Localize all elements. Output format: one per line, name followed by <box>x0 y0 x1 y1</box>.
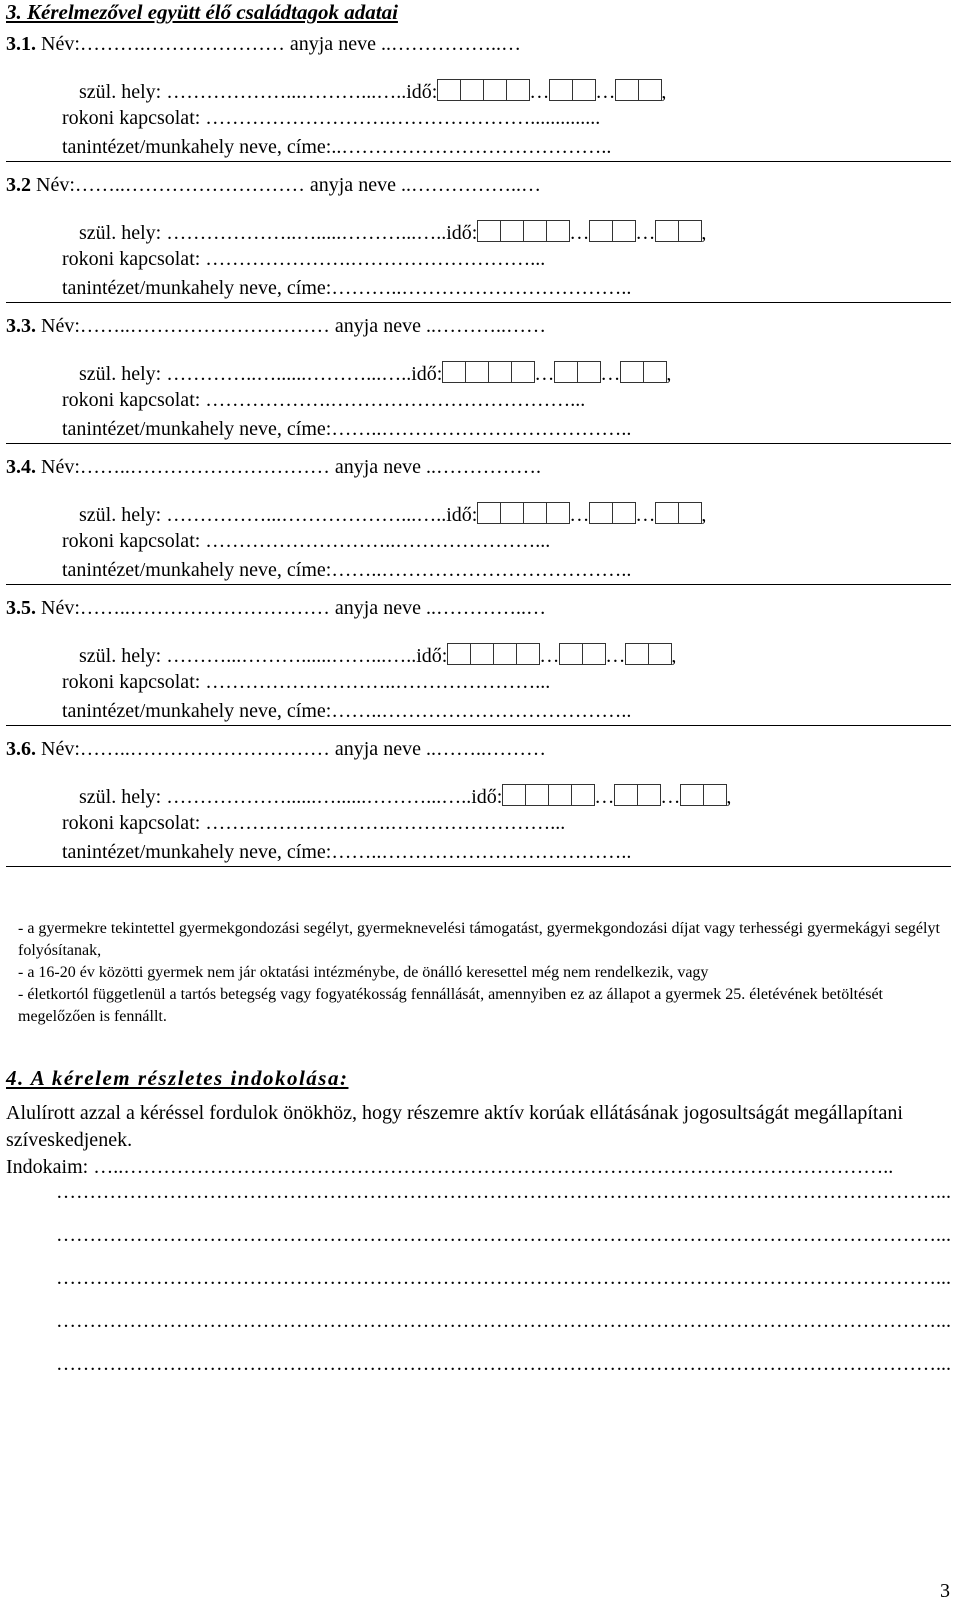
row-underline <box>6 302 951 303</box>
birth-row <box>79 784 951 810</box>
digit-box[interactable] <box>442 361 466 383</box>
name-and-mother-field[interactable]: Név:……..………………………… anyja neve ..………..…… <box>36 315 546 337</box>
digit-box[interactable] <box>477 220 501 242</box>
digit-box[interactable] <box>589 502 613 524</box>
digit-box[interactable] <box>500 220 524 242</box>
section-3-title: 3. Kérelmezővel együtt élő családtagok adatai <box>6 0 398 24</box>
digit-box[interactable] <box>559 643 583 665</box>
digit-box[interactable] <box>615 79 639 101</box>
digit-box[interactable] <box>546 220 570 242</box>
digit-box[interactable] <box>502 784 526 806</box>
institution-field[interactable]: tanintézet/munkahely neve, címe:……..……………………………….. <box>62 418 632 440</box>
date-digit-boxes[interactable] <box>589 220 635 246</box>
digit-box[interactable] <box>637 784 661 806</box>
digit-box[interactable] <box>572 79 596 101</box>
date-separator: … <box>660 786 681 808</box>
digit-box[interactable] <box>614 784 638 806</box>
reasons-line[interactable]: ……………………………………………………………………………………………………………………... <box>56 1353 951 1375</box>
date-digit-boxes[interactable] <box>442 361 534 387</box>
family-member-block <box>0 736 960 878</box>
member-number: 3.1. <box>6 33 36 55</box>
birth-row <box>79 79 951 105</box>
birth-place-field[interactable]: szül. hely: ………………......…......………...…..idő: <box>79 786 503 808</box>
name-row <box>6 454 951 480</box>
birth-row <box>79 643 951 669</box>
digit-box[interactable] <box>523 502 547 524</box>
reasons-line[interactable]: ……………………………………………………………………………………………………………………... <box>56 1181 951 1203</box>
notes-block <box>18 918 948 1028</box>
digit-box[interactable] <box>465 361 489 383</box>
institution-field[interactable]: tanintézet/munkahely neve, címe:..………………………………….. <box>62 136 612 158</box>
institution-field[interactable]: tanintézet/munkahely neve, címe:……..……………………………….. <box>62 841 632 863</box>
digit-box[interactable] <box>525 784 549 806</box>
digit-box[interactable] <box>460 79 484 101</box>
digit-box[interactable] <box>703 784 727 806</box>
digit-box[interactable] <box>549 79 573 101</box>
date-digit-boxes[interactable] <box>625 643 671 669</box>
birth-place-field[interactable]: szül. hely: ………………..….....………...…..idő: <box>79 222 478 244</box>
digit-box[interactable] <box>548 784 572 806</box>
section-4-title: 4. A kérelem részletes indokolása: <box>6 1066 349 1090</box>
family-member-block <box>0 595 960 737</box>
member-number: 3.4. <box>6 456 36 478</box>
row-underline <box>6 866 951 867</box>
relation-field[interactable]: rokoni kapcsolat: ………………….………………………... <box>62 248 546 270</box>
name-and-mother-field[interactable]: Név:……..……………………… anyja neve ..……………..… <box>31 174 541 196</box>
digit-box[interactable] <box>523 220 547 242</box>
institution-field[interactable]: tanintézet/munkahely neve, címe:……..……………………………….. <box>62 559 632 581</box>
name-row <box>6 172 951 198</box>
digit-box[interactable] <box>612 220 636 242</box>
page-number: 3 <box>940 1580 950 1602</box>
digit-box[interactable] <box>582 643 606 665</box>
digit-box[interactable] <box>648 643 672 665</box>
date-digit-boxes[interactable] <box>447 643 539 669</box>
digit-box[interactable] <box>655 502 679 524</box>
birth-place-field[interactable]: szül. hely: …………..…......………...…..idő: <box>79 363 443 385</box>
digit-box[interactable] <box>500 502 524 524</box>
digit-box[interactable] <box>678 220 702 242</box>
date-separator: … <box>534 363 555 385</box>
digit-box[interactable] <box>612 502 636 524</box>
reasons-line[interactable]: ……………………………………………………………………………………………………………………... <box>56 1267 951 1289</box>
note-item: - életkortól függetlenül a tartós betegség vagy fogyatékosság fennállását, amennyiben ez az állapot a gyermek 25. életévének betöltését megelőzően is fennállt. <box>18 986 883 1025</box>
relation-field[interactable]: rokoni kapcsolat: ………………………..…………………... <box>62 671 551 693</box>
reasons-field[interactable]: Indokaim: …..…………………………………………………………………………………………………….. <box>6 1156 894 1178</box>
date-digit-boxes[interactable] <box>477 502 569 528</box>
digit-box[interactable] <box>470 643 494 665</box>
date-digit-boxes[interactable] <box>549 79 595 105</box>
digit-box[interactable] <box>477 502 501 524</box>
digit-box[interactable] <box>638 79 662 101</box>
reasons-line[interactable]: ……………………………………………………………………………………………………………………... <box>56 1310 951 1332</box>
digit-box[interactable] <box>577 361 601 383</box>
family-member-block <box>0 454 960 596</box>
name-and-mother-field[interactable]: Név:……..………………………… anyja neve ..……..……… <box>36 738 546 760</box>
name-and-mother-field[interactable]: Név:……..………………………… anyja neve ..…………..… <box>36 597 546 619</box>
digit-box[interactable] <box>589 220 613 242</box>
row-underline <box>6 725 951 726</box>
note-item: - a gyermekre tekintettel gyermekgondozási segélyt, gyermeknevelési támogatást, gyermekgondozási díjat vagy terhességi gyermekágyi segélyt folyósítanak, <box>18 920 940 959</box>
request-text: Alulírott azzal a kéréssel fordulok önökhöz, hogy részemre aktív korúak ellátásának jogosultságát megállapítani szíveskedjenek. <box>6 1102 903 1151</box>
digit-box[interactable] <box>643 361 667 383</box>
relation-field[interactable]: rokoni kapcsolat: ……………………….……………………... <box>62 812 566 834</box>
date-separator: … <box>594 786 615 808</box>
date-separator: … <box>605 645 626 667</box>
trailing-comma: , <box>726 786 732 808</box>
date-digit-boxes[interactable] <box>655 220 701 246</box>
row-underline <box>6 161 951 162</box>
member-number: 3.6. <box>6 738 36 760</box>
relation-field[interactable]: rokoni kapcsolat: ……………….………………………………... <box>62 389 586 411</box>
birth-place-field[interactable]: szül. hely: ………...………......……...…..idő: <box>79 645 448 667</box>
name-row <box>6 736 951 762</box>
date-digit-boxes[interactable] <box>559 643 605 669</box>
trailing-comma: , <box>671 645 677 667</box>
name-row <box>6 31 951 57</box>
digit-box[interactable] <box>655 220 679 242</box>
digit-box[interactable] <box>516 643 540 665</box>
digit-box[interactable] <box>554 361 578 383</box>
name-and-mother-field[interactable]: Név:……….………………… anyja neve ..……………..… <box>36 33 521 55</box>
digit-box[interactable] <box>678 502 702 524</box>
digit-box[interactable] <box>571 784 595 806</box>
section-4-body <box>6 1100 946 1181</box>
relation-field[interactable]: rokoni kapcsolat: ……………………….………………….............. <box>62 107 601 129</box>
date-digit-boxes[interactable] <box>437 79 529 105</box>
date-separator: … <box>635 504 656 526</box>
name-and-mother-field[interactable]: Név:……..………………………… anyja neve ..……………. <box>36 456 541 478</box>
member-number: 3.5. <box>6 597 36 619</box>
digit-box[interactable] <box>680 784 704 806</box>
relation-field[interactable]: rokoni kapcsolat: ………………………..…………………... <box>62 530 551 552</box>
date-separator: … <box>595 81 616 103</box>
digit-box[interactable] <box>447 643 471 665</box>
digit-box[interactable] <box>506 79 530 101</box>
institution-field[interactable]: tanintézet/munkahely neve, címe:………..…………………………….. <box>62 277 632 299</box>
date-digit-boxes[interactable] <box>502 784 594 810</box>
row-underline <box>6 443 951 444</box>
family-member-block <box>0 172 960 314</box>
member-number: 3.2 <box>6 174 31 196</box>
trailing-comma: , <box>701 504 707 526</box>
family-member-block <box>0 31 960 173</box>
digit-box[interactable] <box>483 79 507 101</box>
date-digit-boxes[interactable] <box>589 502 635 528</box>
digit-box[interactable] <box>620 361 644 383</box>
birth-row <box>79 220 951 246</box>
digit-box[interactable] <box>546 502 570 524</box>
date-digit-boxes[interactable] <box>614 784 660 810</box>
trailing-comma: , <box>701 222 707 244</box>
date-digit-boxes[interactable] <box>620 361 666 387</box>
date-digit-boxes[interactable] <box>680 784 726 810</box>
birth-place-field[interactable]: szül. hely: ………………...………...…..idő: <box>79 81 438 103</box>
row-underline <box>6 584 951 585</box>
date-digit-boxes[interactable] <box>554 361 600 387</box>
note-item: - a 16-20 év közötti gyermek nem jár oktatási intézménybe, de önálló keresettel még nem rendelkezik, vagy <box>18 964 709 981</box>
institution-field[interactable]: tanintézet/munkahely neve, címe:……..……………………………….. <box>62 700 632 722</box>
trailing-comma: , <box>666 363 672 385</box>
reasons-line[interactable]: ……………………………………………………………………………………………………………………... <box>56 1224 951 1246</box>
date-separator: … <box>539 645 560 667</box>
name-row <box>6 313 951 339</box>
digit-box[interactable] <box>437 79 461 101</box>
date-separator: … <box>600 363 621 385</box>
birth-place-field[interactable]: szül. hely: ……………...………………...…..idő: <box>79 504 478 526</box>
digit-box[interactable] <box>488 361 512 383</box>
date-separator: … <box>529 81 550 103</box>
date-digit-boxes[interactable] <box>655 502 701 528</box>
member-number: 3.3. <box>6 315 36 337</box>
date-digit-boxes[interactable] <box>615 79 661 105</box>
birth-row <box>79 361 951 387</box>
family-member-block <box>0 313 960 455</box>
birth-row <box>79 502 951 528</box>
digit-box[interactable] <box>511 361 535 383</box>
date-separator: … <box>635 222 656 244</box>
date-separator: … <box>569 222 590 244</box>
digit-box[interactable] <box>493 643 517 665</box>
name-row <box>6 595 951 621</box>
date-digit-boxes[interactable] <box>477 220 569 246</box>
trailing-comma: , <box>661 81 667 103</box>
digit-box[interactable] <box>625 643 649 665</box>
date-separator: … <box>569 504 590 526</box>
